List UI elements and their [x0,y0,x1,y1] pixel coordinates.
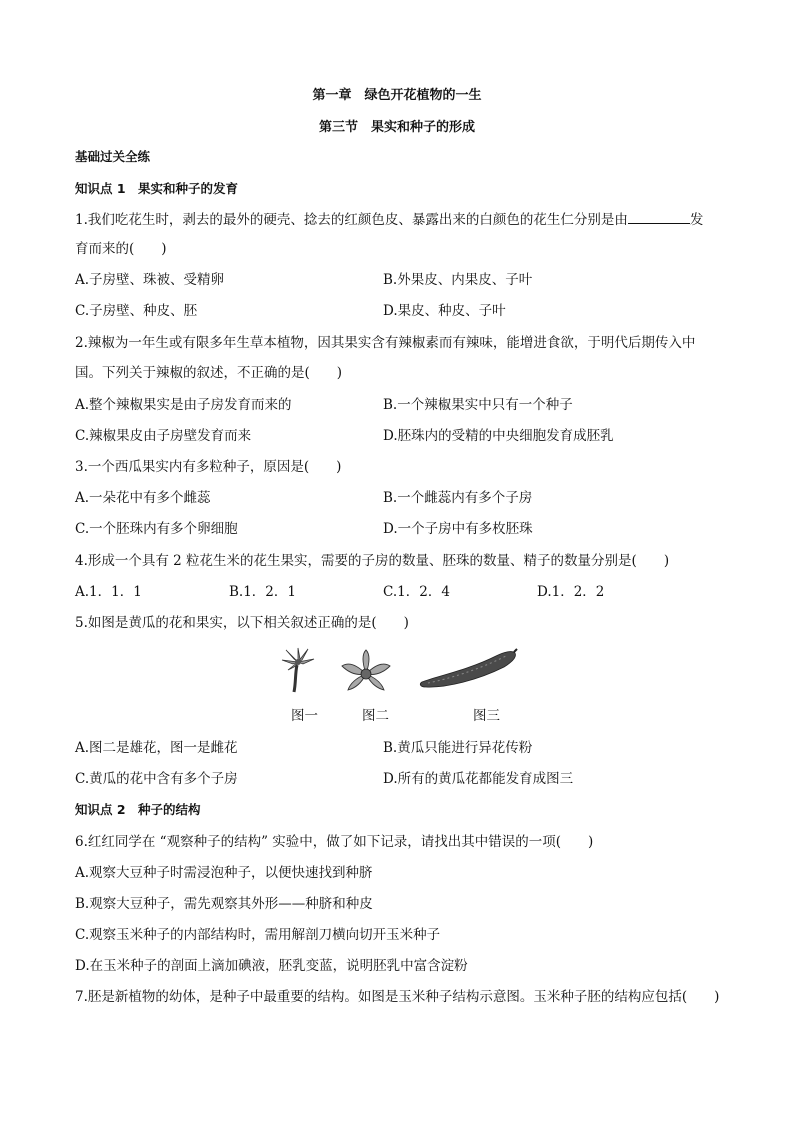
answer-blank[interactable] [628,210,690,224]
q5-option-b[interactable]: B.黄瓜只能进行异花传粉 [383,740,533,756]
question-3: 3.一个西瓜果实内有多粒种子，原因是( ) [75,459,342,475]
question-6: 6.红红同学在 “观察种子的结构” 实验中，做了如下记录，请找出其中错误的一项( ) [75,834,594,850]
q4-option-c[interactable]: C.1．2．4 [383,584,450,600]
q6-option-c[interactable]: C.观察玉米种子的内部结构时，需用解剖刀横向切开玉米种子 [75,927,441,943]
figure-3-caption: 图三 [473,708,500,724]
figure-2-caption: 图二 [362,708,389,724]
question-2-line-2: 国。下列关于辣椒的叙述，不正确的是( ) [75,365,343,381]
q3-option-d[interactable]: D.一个子房中有多枚胚珠 [383,521,533,537]
q3-option-b[interactable]: B.一个雌蕊内有多个子房 [383,490,533,506]
q1-option-d[interactable]: D.果皮、种皮、子叶 [383,303,506,319]
part-title: 基础过关全练 [75,149,151,164]
q5-option-c[interactable]: C.黄瓜的花中含有多个子房 [75,771,238,787]
section-title: 第三节 果实和种子的形成 [318,120,475,135]
q5-option-d[interactable]: D.所有的黄瓜花都能发育成图三 [383,771,574,787]
q4-option-d[interactable]: D.1．2．2 [537,584,605,600]
figure-3-cucumber-image [418,646,518,688]
knowledge-point-1: 知识点 1 果实和种子的发育 [75,181,239,196]
question-1-text: 1.我们吃花生时，剥去的最外的硬壳、捻去的红颜色皮、暴露出来的白颜色的花生仁分别是由 [75,212,628,228]
figure-2-flower-image [338,648,394,694]
question-1-text-cont: 发 [689,212,704,228]
q1-option-b[interactable]: B.外果皮、内果皮、子叶 [383,272,533,288]
question-7: 7.胚是新植物的幼体，是种子中最重要的结构。如图是玉米种子结构示意图。玉米种子胚的结构应包括( ) [75,989,720,1005]
chapter-title: 第一章 绿色开花植物的一生 [312,88,482,103]
q4-option-a[interactable]: A.1．1．1 [75,584,142,600]
figure-1-caption: 图一 [291,708,318,724]
question-1-line-1 [75,210,703,229]
question-1-line-2: 育而来的( ) [75,241,167,257]
q6-option-d[interactable]: D.在玉米种子的剖面上滴加碘液，胚乳变蓝，说明胚乳中富含淀粉 [75,958,468,974]
q1-option-a[interactable]: A.子房壁、珠被、受精卵 [75,272,225,288]
q1-option-c[interactable]: C.子房壁、种皮、胚 [75,303,198,319]
q6-option-a[interactable]: A.观察大豆种子时需浸泡种子，以便快速找到种脐 [75,865,373,881]
figure-1-flower-image [276,646,320,694]
q3-option-c[interactable]: C.一个胚珠内有多个卵细胞 [75,521,238,537]
question-4: 4.形成一个具有 2 粒花生米的花生果实，需要的子房的数量、胚珠的数量、精子的数量分别是( ) [75,553,670,569]
q2-option-a[interactable]: A.整个辣椒果实是由子房发育而来的 [75,397,292,413]
q2-option-d[interactable]: D.胚珠内的受精的中央细胞发育成胚乳 [383,428,614,444]
q2-option-c[interactable]: C.辣椒果皮由子房壁发育而来 [75,428,252,444]
knowledge-point-2: 知识点 2 种子的结构 [75,802,201,817]
question-2-line-1: 2.辣椒为一年生或有限多年生草本植物，因其果实含有辣椒素而有辣味，能增进食欲，于明代后期传入中 [75,335,696,351]
q2-option-b[interactable]: B.一个辣椒果实中只有一个种子 [383,397,573,413]
q4-option-b[interactable]: B.1．2．1 [229,584,296,600]
q3-option-a[interactable]: A.一朵花中有多个雌蕊 [75,490,211,506]
question-5: 5.如图是黄瓜的花和果实，以下相关叙述正确的是( ) [75,615,409,631]
q6-option-b[interactable]: B.观察大豆种子，需先观察其外形——种脐和种皮 [75,896,373,912]
q5-option-a[interactable]: A.图二是雄花，图一是雌花 [75,740,238,756]
